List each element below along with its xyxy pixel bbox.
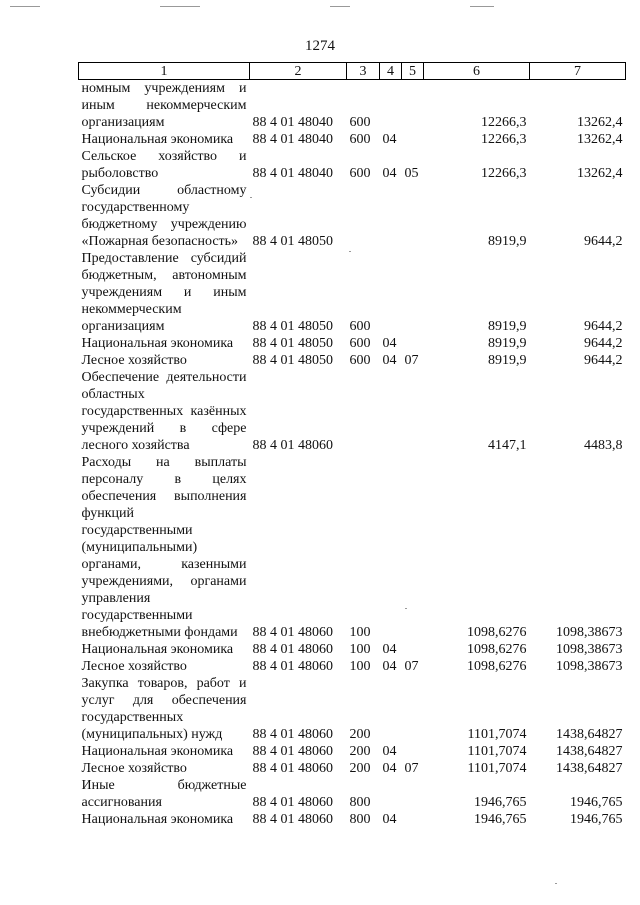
row-amount-1: 1101,7074 [467,761,527,776]
table-row [79,182,626,250]
row-name: Национальная экономика [81,336,234,351]
row-amount-1: 12266,3 [481,115,527,130]
table-row [79,369,626,454]
row-code: 88 4 01 48060 [252,727,333,742]
table-row [79,454,626,641]
row-code: 88 4 01 48060 [252,625,333,640]
row-amount-1: 1946,765 [474,812,527,827]
row-code: 88 4 01 48060 [252,812,333,827]
table-row [79,760,626,777]
row-expense-type: 100 [349,625,371,640]
row-amount-1: 1101,7074 [467,744,527,759]
row-name: номным учреждениям и иным некоммерческим организациям [81,81,247,130]
row-section [380,80,402,132]
row-expense-type: 200 [349,761,371,776]
row-amount-2: 13262,4 [577,166,623,181]
table-body [79,80,626,829]
row-name: Национальная экономика [81,642,234,657]
row-amount-1: 1098,6276 [467,659,527,674]
table-row [79,777,626,811]
row-subsection [402,335,424,352]
column-header: 3 [347,63,380,80]
row-section [380,777,402,811]
row-amount-2: 1438,64827 [556,744,623,759]
row-amount-1: 1098,6276 [467,625,527,640]
table-row [79,148,626,182]
column-header: 1 [79,63,250,80]
row-subsection: 07 [404,659,419,674]
row-section [380,675,402,743]
row-code: 88 4 01 48050 [252,353,333,368]
row-amount-2: 13262,4 [577,132,623,147]
row-code: 88 4 01 48060 [252,795,333,810]
row-expense-type: 200 [349,744,371,759]
row-section: 04 [382,166,397,181]
row-subsection [402,182,424,250]
row-amount-1: 1946,765 [474,795,527,810]
row-code: 88 4 01 48060 [252,761,333,776]
row-code: 88 4 01 48040 [252,166,333,181]
table-row [79,641,626,658]
table-row [79,131,626,148]
row-expense-type: 600 [349,336,371,351]
row-amount-1: 8919,9 [488,353,527,368]
row-section: 04 [382,659,397,674]
row-amount-1: 12266,3 [481,166,527,181]
row-amount-2: 9644,2 [584,234,623,249]
row-name: Закупка товаров, работ и услуг для обеспечения государственных (муниципальных) нужд [81,676,247,742]
row-subsection [402,80,424,132]
row-subsection [402,777,424,811]
row-section [380,182,402,250]
row-section [380,250,402,335]
row-amount-2: 1438,64827 [556,761,623,776]
row-section: 04 [382,336,397,351]
row-code: 88 4 01 48050 [252,336,333,351]
row-section: 04 [382,812,397,827]
row-expense-type [347,182,380,250]
row-section: 04 [382,744,397,759]
row-amount-2: 1946,765 [570,795,623,810]
row-amount-2: 4483,8 [584,438,623,453]
row-section [380,369,402,454]
row-section: 04 [382,353,397,368]
table-row [79,250,626,335]
table-row [79,743,626,760]
row-name: Лесное хозяйство [81,353,187,368]
column-number-row [79,63,626,80]
row-name: Обеспечение деятельности областных государственных казённых учреждений в сфере лесного хозяйства [81,370,247,453]
row-expense-type: 600 [349,132,371,147]
column-header: 2 [250,63,347,80]
row-subsection: 07 [404,353,419,368]
row-expense-type: 600 [349,319,371,334]
row-name: Субсидии областному государственному бюджетному учреждению «Пожарная безопасность» [81,183,247,249]
row-name: Лесное хозяйство [81,761,187,776]
row-expense-type [347,369,380,454]
row-code: 88 4 01 48050 [252,234,333,249]
row-amount-2: 9644,2 [584,336,623,351]
row-section: 04 [382,132,397,147]
row-subsection [402,369,424,454]
row-expense-type: 100 [349,659,371,674]
row-amount-2: 9644,2 [584,353,623,368]
row-name: Лесное хозяйство [81,659,187,674]
row-amount-1: 4147,1 [488,438,527,453]
row-expense-type: 200 [349,727,371,742]
row-subsection [402,675,424,743]
row-amount-1: 12266,3 [481,132,527,147]
row-section: 04 [382,642,397,657]
row-code: 88 4 01 48060 [252,642,333,657]
row-name: Расходы на выплаты персоналу в целях обеспечения выполнения функций государственными (муниципальными) органами, казенными учреждениями, органами управления государственными внебюджетными фондами [81,455,247,640]
row-subsection [402,454,424,641]
row-name: Предоставление субсидий бюджетным, автономным учреждениям и иным некоммерческим организациям [81,251,247,334]
row-subsection [402,250,424,335]
row-expense-type: 600 [349,115,371,130]
column-header: 7 [530,63,626,80]
row-amount-2: 1098,38673 [556,659,623,674]
row-subsection [402,131,424,148]
row-amount-2: 1098,38673 [556,642,623,657]
table-row [79,811,626,828]
row-amount-1: 1101,7074 [467,727,527,742]
row-section: 04 [382,761,397,776]
row-name: Национальная экономика [81,132,234,147]
row-amount-1: 8919,9 [488,319,527,334]
row-name: Национальная экономика [81,812,234,827]
row-name: Национальная экономика [81,744,234,759]
row-expense-type: 600 [349,166,371,181]
row-code: 88 4 01 48060 [252,438,333,453]
row-expense-type: 600 [349,353,371,368]
row-expense-type: 100 [349,642,371,657]
page-number: 1274 [305,38,335,54]
row-amount-2: 13262,4 [577,115,623,130]
table-row [79,658,626,675]
table-row [79,352,626,369]
row-code: 88 4 01 48060 [252,659,333,674]
row-subsection: 05 [404,166,419,181]
budget-table [78,62,626,828]
row-code: 88 4 01 48040 [252,115,333,130]
column-header: 6 [424,63,530,80]
row-amount-2: 1946,765 [570,812,623,827]
row-amount-1: 8919,9 [488,336,527,351]
row-expense-type: 800 [349,812,371,827]
row-amount-1: 1098,6276 [467,642,527,657]
row-code: 88 4 01 48060 [252,744,333,759]
row-amount-1: 8919,9 [488,234,527,249]
row-amount-2: 1098,38673 [556,625,623,640]
column-header: 5 [402,63,424,80]
table-row [79,675,626,743]
row-expense-type: 800 [349,795,371,810]
table-row [79,80,626,132]
row-subsection [402,641,424,658]
row-name: Иные бюджетные ассигнования [81,778,247,810]
row-subsection [402,811,424,828]
row-code: 88 4 01 48050 [252,319,333,334]
column-header: 4 [380,63,402,80]
row-code: 88 4 01 48040 [252,132,333,147]
row-section [380,454,402,641]
row-name: Сельское хозяйство и рыболовство [81,149,247,181]
row-amount-2: 1438,64827 [556,727,623,742]
table-row [79,335,626,352]
row-subsection [402,743,424,760]
row-subsection: 07 [404,761,419,776]
row-amount-2: 9644,2 [584,319,623,334]
